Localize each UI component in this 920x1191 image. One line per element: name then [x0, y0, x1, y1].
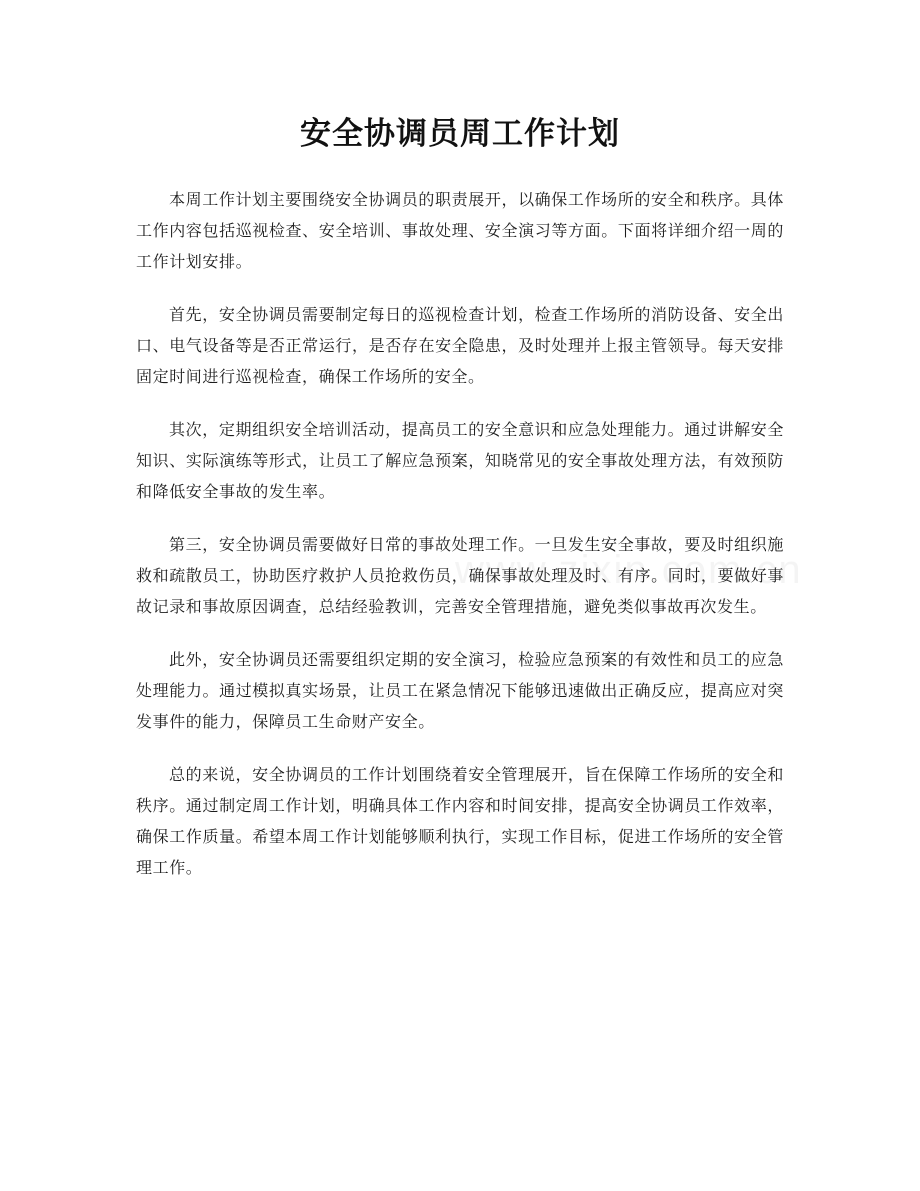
- paragraph-summary: 总的来说，安全协调员的工作计划围绕着安全管理展开，旨在保障工作场所的安全和秩序。通过制定周工作计划，明确具体工作内容和时间安排，提高安全协调员工作效率，确保工作质量。希望本周工作计划能够顺利执行，实现工作目标，促进工作场所的安全管理工作。: [136, 765, 784, 877]
- paragraph-training: 其次，定期组织安全培训活动，提高员工的安全意识和应急处理能力。通过讲解安全知识、实际演练等形式，让员工了解应急预案，知晓常见的安全事故处理方法，有效预防和降低安全事故的发生率。: [136, 420, 784, 501]
- document-title: 安全协调员周工作计划: [300, 116, 620, 152]
- document-body: [136, 184, 784, 905]
- paragraph-intro: 本周工作计划主要围绕安全协调员的职责展开，以确保工作场所的安全和秩序。具体工作内容包括巡视检查、安全培训、事故处理、安全演习等方面。下面将详细介绍一周的工作计划安排。: [136, 190, 784, 271]
- paragraph-drills: 此外，安全协调员还需要组织定期的安全演习，检验应急预案的有效性和员工的应急处理能力。通过模拟真实场景，让员工在紧急情况下能够迅速做出正确反应，提高应对突发事件的能力，保障员工生命财产安全。: [136, 650, 784, 731]
- paragraph-incident-handling: 第三，安全协调员需要做好日常的事故处理工作。一旦发生安全事故，要及时组织施救和疏散员工，协助医疗救护人员抢救伤员，确保事故处理及时、有序。同时，要做好事故记录和事故原因调查，总结经验教训，完善安全管理措施，避免类似事故再次发生。: [136, 535, 784, 616]
- paragraph-inspection: 首先，安全协调员需要制定每日的巡视检查计划，检查工作场所的消防设备、安全出口、电气设备等是否正常运行，是否存在安全隐患，及时处理并上报主管领导。每天安排固定时间进行巡视检查，确保工作场所的安全。: [136, 305, 784, 386]
